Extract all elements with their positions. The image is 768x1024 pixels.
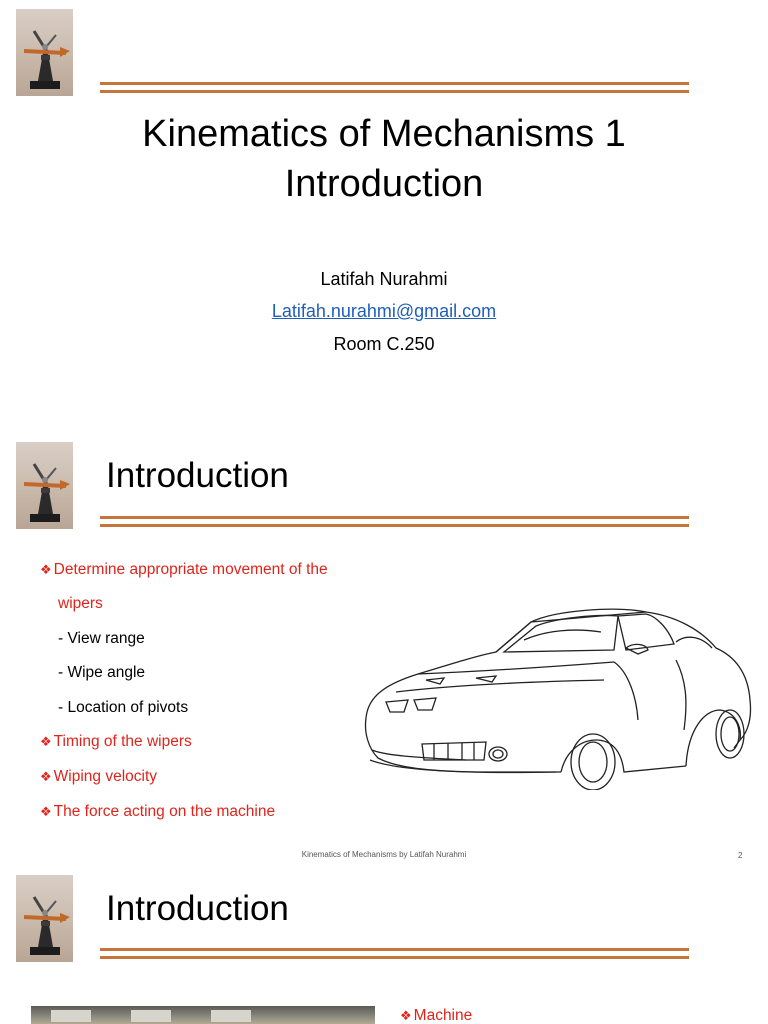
page-number: 2 <box>738 851 743 860</box>
heading-divider <box>100 516 689 528</box>
diamond-bullet-icon: ❖ <box>40 734 52 749</box>
diamond-bullet-icon: ❖ <box>40 804 52 819</box>
mechanism-logo-icon <box>16 875 73 962</box>
bullet-item: ❖ Determine appropriate movement of the <box>40 561 328 578</box>
sub-item: - View range <box>58 630 145 647</box>
presentation-title: Kinematics of Mechanisms 1 <box>142 113 626 155</box>
room-number: Room C.250 <box>333 334 435 354</box>
mechanism-logo-icon <box>16 9 73 96</box>
sub-item: - Location of pivots <box>58 699 189 716</box>
slide-heading: Introduction <box>106 889 289 928</box>
author-email-link[interactable]: Latifah.nurahmi@gmail.com <box>271 301 497 321</box>
machine-photo <box>31 1006 375 1024</box>
bullet-item: ❖ The force acting on the machine <box>40 803 276 820</box>
author-name: Latifah Nurahmi <box>320 269 448 289</box>
car-drawing-icon <box>356 600 756 790</box>
diamond-bullet-icon: ❖ <box>40 562 52 577</box>
mechanism-logo-icon <box>16 442 73 529</box>
bullet-item-continued: wipers <box>58 595 103 612</box>
title-divider <box>100 82 689 94</box>
bullet-item: ❖ Wiping velocity <box>40 768 158 785</box>
heading-divider <box>100 948 689 960</box>
diamond-bullet-icon: ❖ <box>400 1008 412 1023</box>
sub-item: - Wipe angle <box>58 664 146 681</box>
diamond-bullet-icon: ❖ <box>40 769 52 784</box>
slide-heading: Introduction <box>106 456 289 495</box>
bullet-item: ❖ Timing of the wipers <box>40 733 192 750</box>
presentation-subtitle: Introduction <box>284 163 484 205</box>
bullet-item: ❖ Machine <box>400 1007 473 1024</box>
slide-footer: Kinematics of Mechanisms by Latifah Nurahmi <box>301 850 467 859</box>
